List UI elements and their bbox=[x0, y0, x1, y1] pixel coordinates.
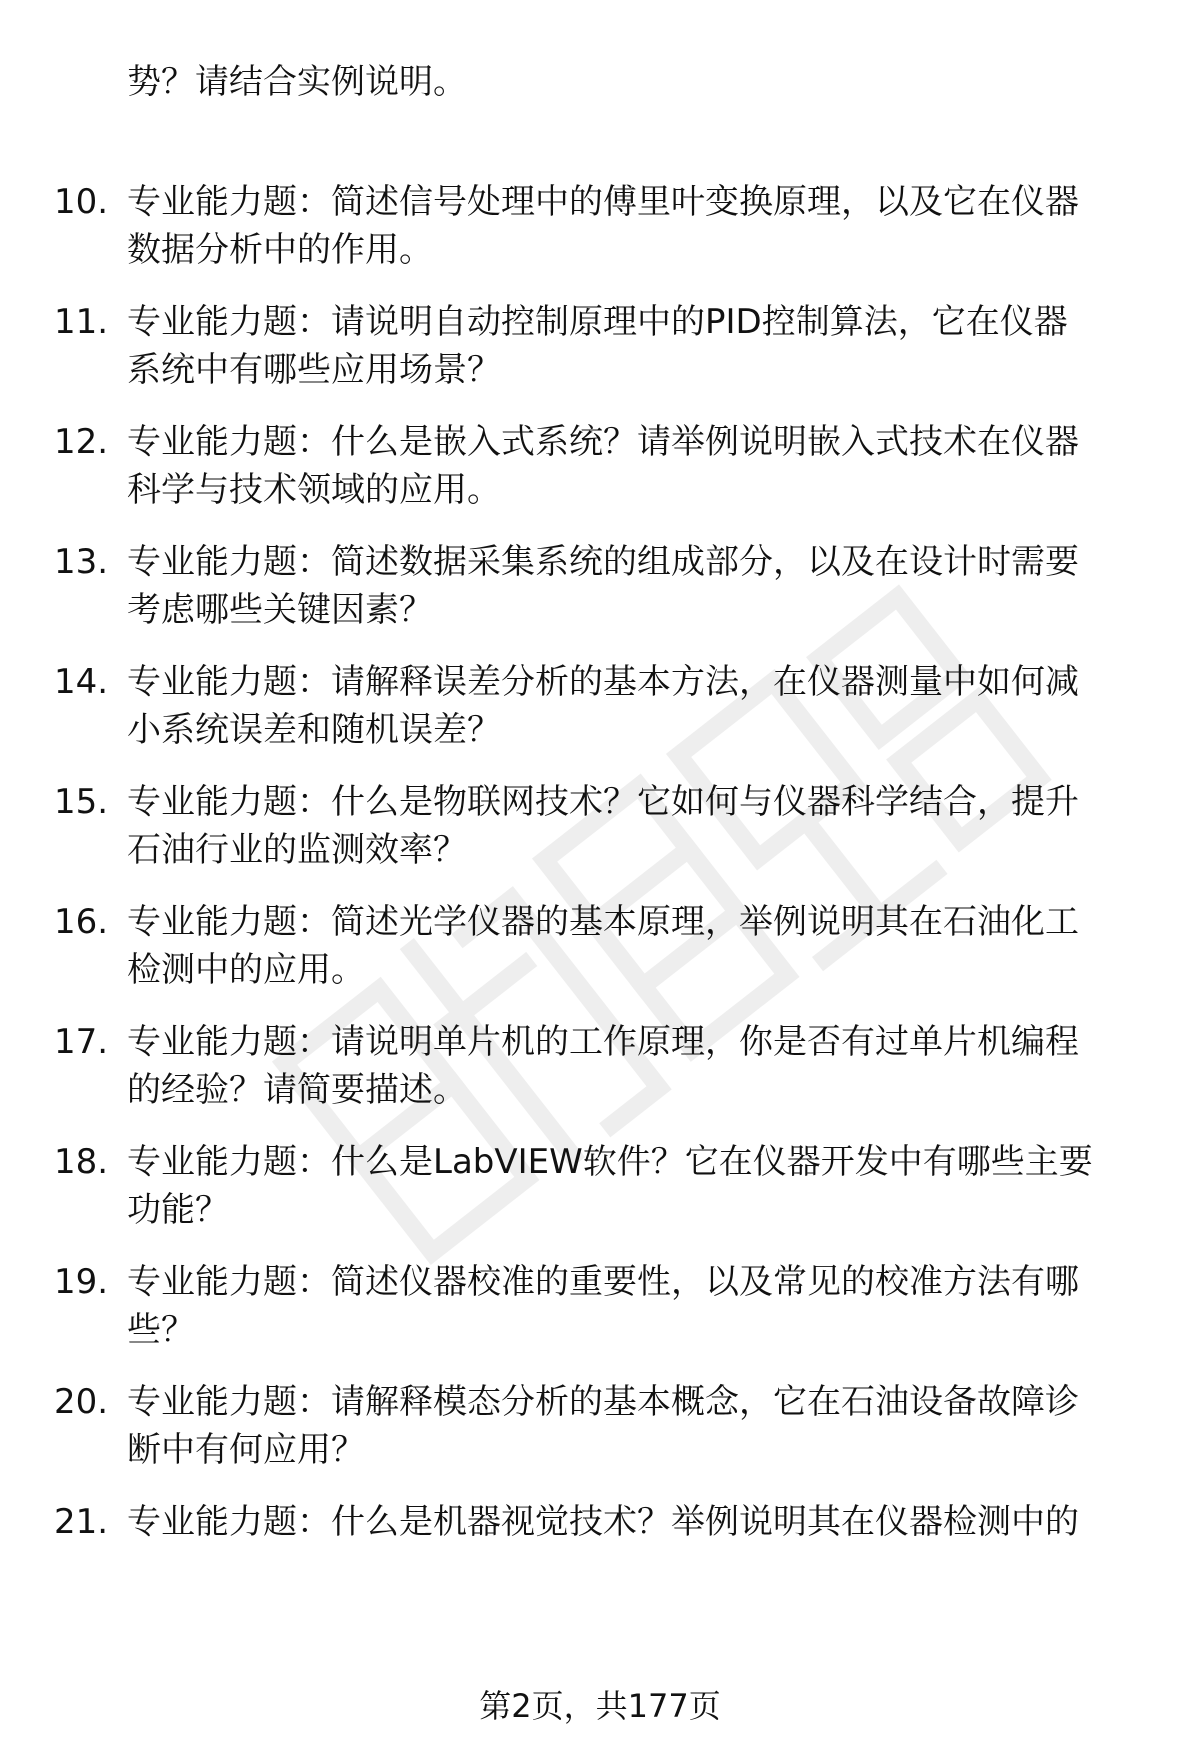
question-line: 专业能力题：简述仪器校准的重要性，以及常见的校准方法有哪 bbox=[127, 1262, 1079, 1302]
question-line: 断中有何应用？ bbox=[127, 1430, 365, 1470]
question-line: 专业能力题：简述光学仪器的基本原理，举例说明其在石油化工 bbox=[127, 902, 1079, 942]
question-number: 11. bbox=[54, 302, 109, 342]
question-text bbox=[127, 778, 1147, 874]
question-number: 19. bbox=[54, 1262, 109, 1302]
question-text bbox=[127, 1018, 1147, 1114]
question-line: 专业能力题：什么是LabVIEW软件？它在仪器开发中有哪些主要 bbox=[127, 1142, 1093, 1182]
question-number: 18. bbox=[54, 1142, 109, 1182]
question-line: 专业能力题：请解释模态分析的基本概念，它在石油设备故障诊 bbox=[127, 1382, 1079, 1422]
question-number: 21. bbox=[54, 1502, 109, 1542]
question-line: 系统中有哪些应用场景？ bbox=[127, 350, 501, 390]
question-line: 专业能力题：请说明自动控制原理中的PID控制算法，它在仪器 bbox=[127, 302, 1068, 342]
question-text bbox=[127, 1138, 1147, 1234]
question-line: 石油行业的监测效率？ bbox=[127, 830, 467, 870]
question-text bbox=[127, 658, 1147, 754]
question-text bbox=[127, 898, 1147, 994]
question-line: 专业能力题：简述数据采集系统的组成部分，以及在设计时需要 bbox=[127, 542, 1079, 582]
question-number: 15. bbox=[54, 782, 109, 822]
question-line: 考虑哪些关键因素？ bbox=[127, 590, 433, 630]
question-text bbox=[127, 1378, 1147, 1474]
question-text bbox=[127, 298, 1147, 394]
question-line: 专业能力题：什么是嵌入式系统？请举例说明嵌入式技术在仪器 bbox=[127, 422, 1079, 462]
question-line: 小系统误差和随机误差？ bbox=[127, 710, 501, 750]
question-line: 的经验？请简要描述。 bbox=[127, 1070, 467, 1110]
question-number: 20. bbox=[54, 1382, 109, 1422]
question-line: 专业能力题：什么是物联网技术？它如何与仪器科学结合，提升 bbox=[127, 782, 1079, 822]
question-text bbox=[127, 178, 1147, 274]
question-number: 17. bbox=[54, 1022, 109, 1062]
question-number: 14. bbox=[54, 662, 109, 702]
question-text bbox=[127, 538, 1147, 634]
question-line: 专业能力题：请解释误差分析的基本方法，在仪器测量中如何减 bbox=[127, 662, 1079, 702]
question-number: 12. bbox=[54, 422, 109, 462]
question-line: 数据分析中的作用。 bbox=[127, 230, 433, 270]
question-line: 专业能力题：简述信号处理中的傅里叶变换原理，以及它在仪器 bbox=[127, 182, 1079, 222]
question-line: 专业能力题：请说明单片机的工作原理，你是否有过单片机编程 bbox=[127, 1022, 1079, 1062]
question-line: 检测中的应用。 bbox=[127, 950, 365, 990]
question-text bbox=[127, 418, 1147, 514]
question-number: 10. bbox=[54, 182, 109, 222]
question-number: 16. bbox=[54, 902, 109, 942]
question-line: 科学与技术领域的应用。 bbox=[127, 470, 501, 510]
question-line: 功能？ bbox=[127, 1190, 229, 1230]
question-text bbox=[127, 1258, 1147, 1354]
page-footer: 第2页，共177页 bbox=[479, 1687, 721, 1725]
question-line: 专业能力题：什么是机器视觉技术？举例说明其在仪器检测中的 bbox=[127, 1502, 1079, 1542]
question-line: 些？ bbox=[127, 1310, 195, 1350]
continuation-text: 势？请结合实例说明。 bbox=[127, 62, 467, 102]
question-number: 13. bbox=[54, 542, 109, 582]
question-text bbox=[127, 1498, 1147, 1546]
